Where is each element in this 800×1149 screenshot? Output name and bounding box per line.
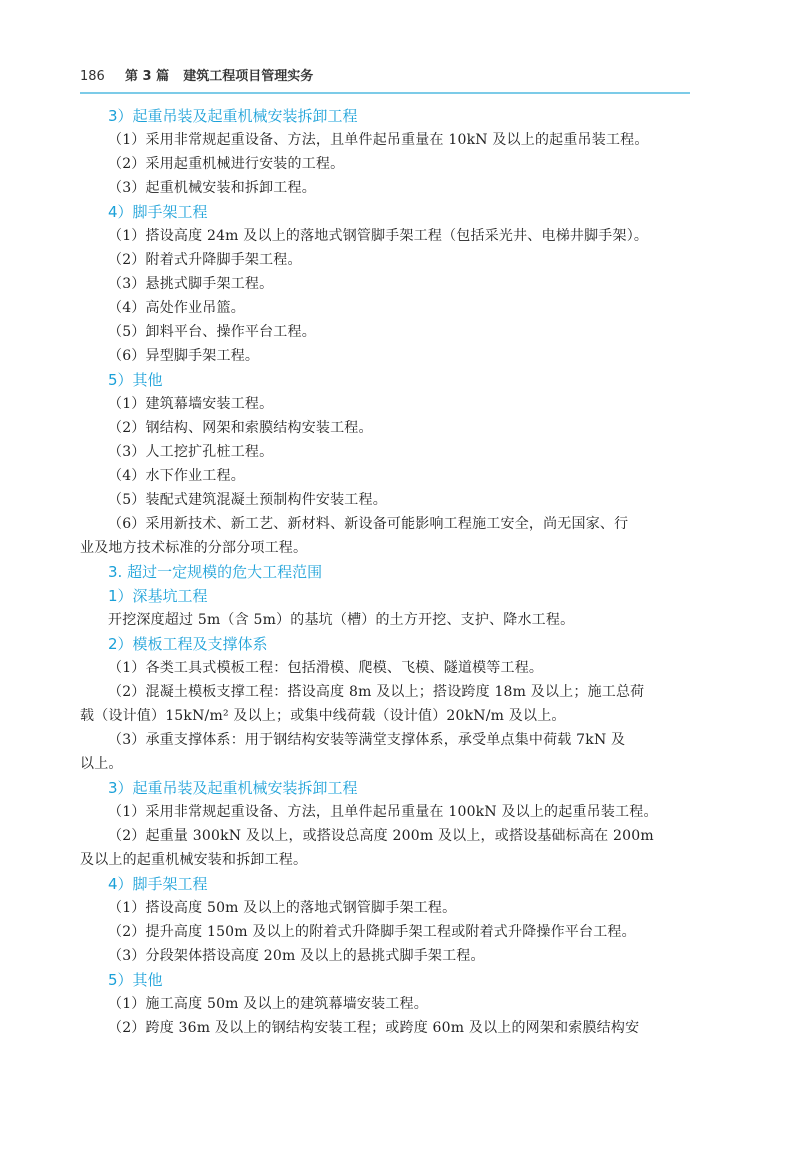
- list-item: （5）卸料平台、操作平台工程。: [108, 324, 316, 340]
- list-item: （3）承重支撑体系：用于钢结构安装等满堂支撑体系，承受单点集中荷载 7kN 及: [108, 732, 626, 748]
- section-heading: 5）其他: [108, 371, 163, 389]
- page-number: 186: [80, 69, 105, 84]
- paragraph-continuation: 以上。: [80, 756, 123, 772]
- section-heading: 4）脚手架工程: [108, 203, 208, 221]
- section-heading: 5）其他: [108, 971, 163, 989]
- list-item: （2）提升高度 150m 及以上的附着式升降脚手架工程或附着式升降操作平台工程。: [108, 924, 636, 940]
- section-heading: 3）起重吊装及起重机械安装拆卸工程: [108, 107, 358, 125]
- list-item: （1）采用非常规起重设备、方法，且单件起吊重量在 100kN 及以上的起重吊装工程。: [108, 804, 658, 820]
- list-item: 开挖深度超过 5m（含 5m）的基坑（槽）的土方开挖、支护、降水工程。: [108, 612, 575, 628]
- book-title: 建筑工程项目管理实务: [183, 69, 314, 84]
- list-item: （3）起重机械安装和拆卸工程。: [108, 180, 316, 196]
- list-item: （2）跨度 36m 及以上的钢结构安装工程；或跨度 60m 及以上的网架和索膜结构安: [108, 1020, 640, 1036]
- section-heading: 1）深基坑工程: [108, 587, 208, 605]
- list-item: （4）水下作业工程。: [108, 468, 245, 484]
- section-heading: 3. 超过一定规模的危大工程范围: [108, 563, 323, 581]
- list-item: （6）异型脚手架工程。: [108, 348, 260, 364]
- part-label: 第 3 篇: [124, 69, 170, 84]
- list-item: （1）各类工具式模板工程：包括滑模、爬模、飞模、隧道模等工程。: [108, 660, 544, 676]
- list-item: （6）采用新技术、新工艺、新材料、新设备可能影响工程施工安全，尚无国家、行: [108, 516, 629, 532]
- list-item: （2）钢结构、网架和索膜结构安装工程。: [108, 420, 373, 436]
- list-item: （2）混凝土模板支撑工程：搭设高度 8m 及以上；搭设跨度 18m 及以上；施工总荷: [108, 684, 645, 700]
- page-body: [80, 104, 690, 1040]
- paragraph-continuation: 及以上的起重机械安装和拆卸工程。: [80, 852, 308, 868]
- list-item: （1）建筑幕墙安装工程。: [108, 396, 274, 412]
- paragraph-continuation: 载（设计值）15kN/m² 及以上；或集中线荷载（设计值）20kN/m 及以上。: [80, 708, 566, 724]
- list-item: （1）搭设高度 50m 及以上的落地式钢管脚手架工程。: [108, 900, 457, 916]
- page-header: [80, 66, 690, 94]
- list-item: （1）采用非常规起重设备、方法，且单件起吊重量在 10kN 及以上的起重吊装工程。: [108, 132, 649, 148]
- section-heading: 3）起重吊装及起重机械安装拆卸工程: [108, 779, 358, 797]
- list-item: （1）搭设高度 24m 及以上的落地式钢管脚手架工程（包括采光井、电梯井脚手架）。: [108, 228, 649, 244]
- section-heading: 2）模板工程及支撑体系: [108, 635, 268, 653]
- list-item: （3）分段架体搭设高度 20m 及以上的悬挑式脚手架工程。: [108, 948, 485, 964]
- section-heading: 4）脚手架工程: [108, 875, 208, 893]
- list-item: （2）起重量 300kN 及以上，或搭设总高度 200m 及以上，或搭设基础标高在 200m: [108, 828, 654, 844]
- paragraph-continuation: 业及地方技术标准的分部分项工程。: [80, 540, 308, 556]
- list-item: （2）附着式升降脚手架工程。: [108, 252, 302, 268]
- list-item: （5）装配式建筑混凝土预制构件安装工程。: [108, 492, 387, 508]
- list-item: （3）人工挖扩孔桩工程。: [108, 444, 274, 460]
- list-item: （2）采用起重机械进行安装的工程。: [108, 156, 345, 172]
- list-item: （4）高处作业吊篮。: [108, 300, 245, 316]
- list-item: （3）悬挑式脚手架工程。: [108, 276, 274, 292]
- list-item: （1）施工高度 50m 及以上的建筑幕墙安装工程。: [108, 996, 428, 1012]
